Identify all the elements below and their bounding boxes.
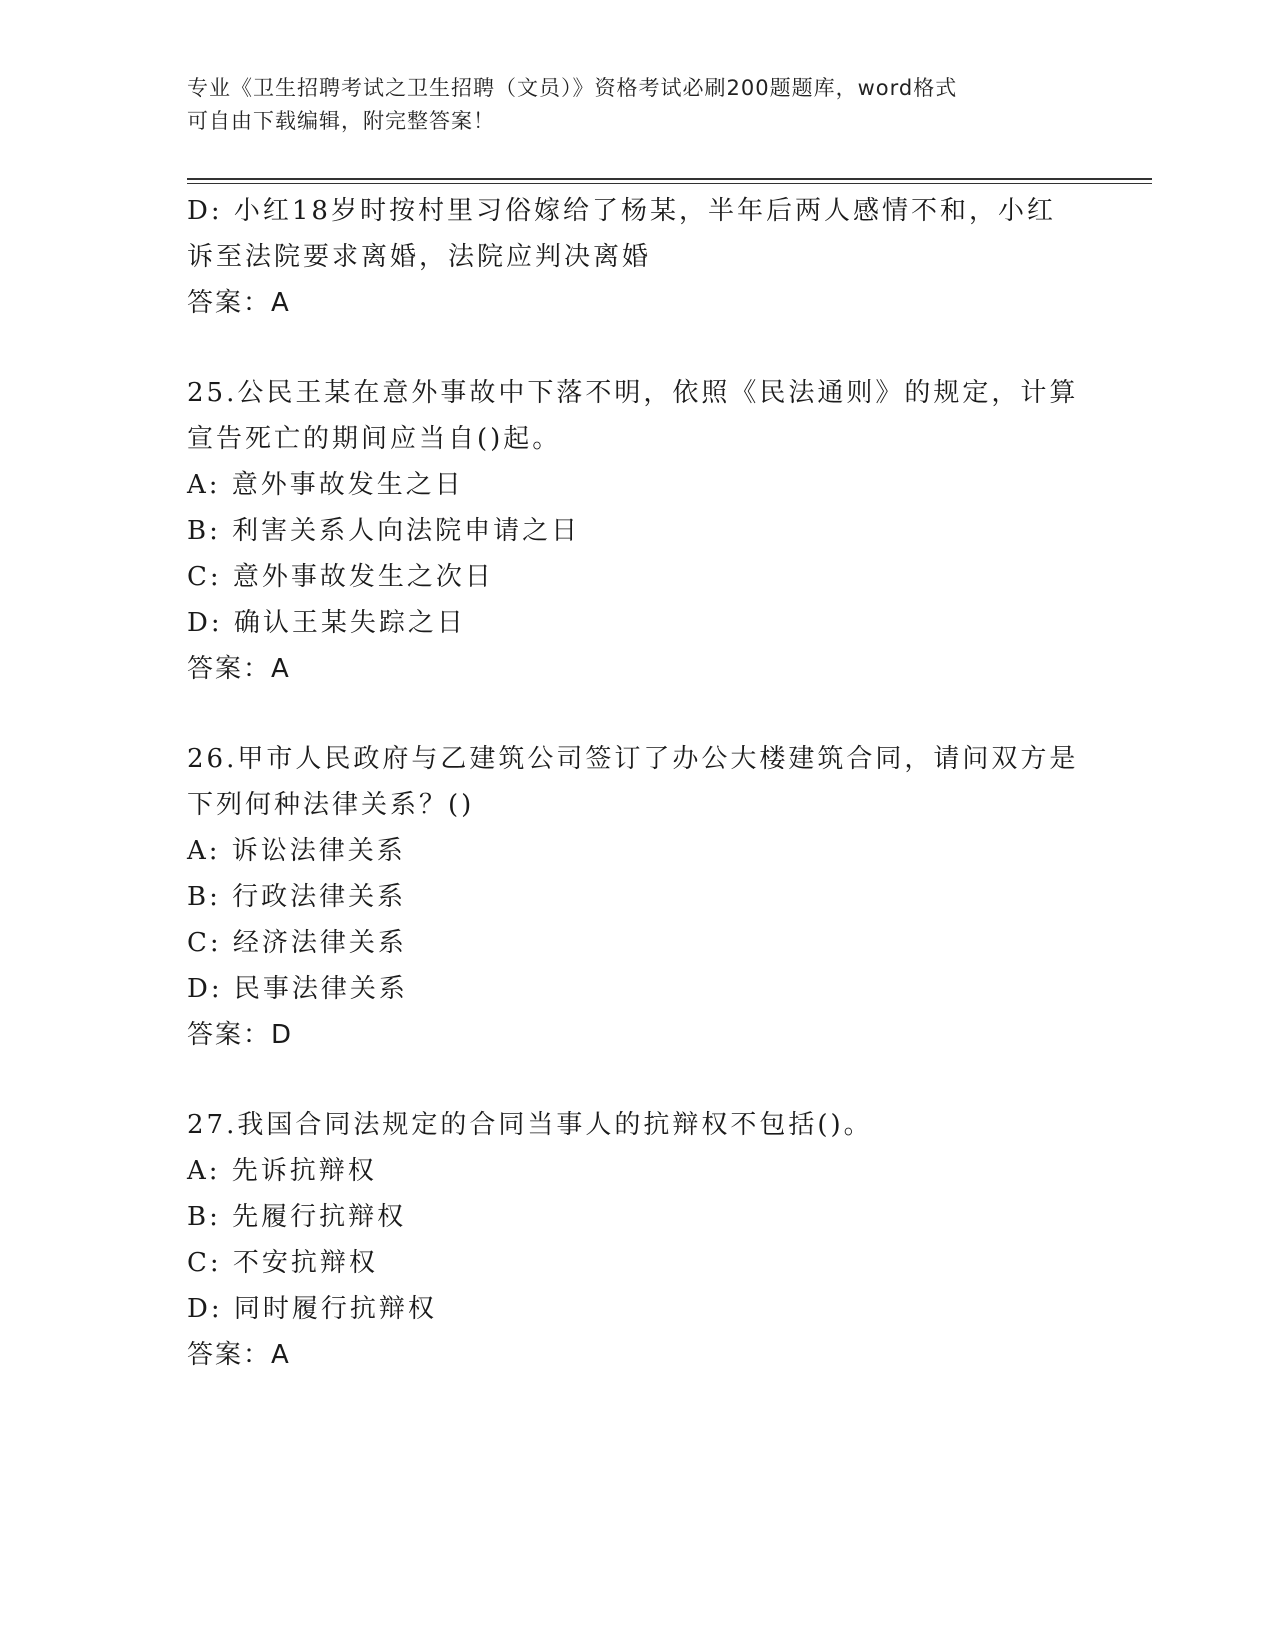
question-stem-continued: 宣告死亡的期间应当自()起。: [187, 424, 562, 454]
question-stem: 25.公民王某在意外事故中下落不明，依照《民法通则》的规定，计算: [187, 378, 1079, 408]
option-d: D: 同时履行抗辩权: [187, 1294, 437, 1324]
question-stem-continued: 下列何种法律关系？(): [187, 790, 475, 820]
header-rule-secondary: [187, 183, 1152, 184]
header-line-1: 专业《卫生招聘考试之卫生招聘（文员）》资格考试必刷200题题库，word格式: [187, 76, 958, 100]
answer: 答案：A: [187, 1340, 291, 1370]
option-c: C: 不安抗辩权: [187, 1248, 378, 1278]
question-stem: 26.甲市人民政府与乙建筑公司签订了办公大楼建筑合同，请问双方是: [187, 744, 1079, 774]
option-d: D: 确认王某失踪之日: [187, 608, 466, 638]
question-list: [187, 188, 1087, 1378]
option-a: A: 诉讼法律关系: [187, 836, 406, 866]
option-d: D: 小红18岁时按村里习俗嫁给了杨某，半年后两人感情不和，小红: [187, 196, 1056, 226]
option-b: B: 利害关系人向法院申请之日: [187, 516, 581, 546]
answer: 答案：A: [187, 654, 291, 684]
answer: 答案：A: [187, 288, 291, 318]
option-b: B: 先履行抗辩权: [187, 1202, 407, 1232]
header-line-2: 可自由下载编辑，附完整答案！: [187, 109, 495, 133]
question-24-continued: [187, 188, 1087, 326]
option-d-continued: 诉至法院要求离婚，法院应判决离婚: [187, 242, 652, 272]
option-a: A: 先诉抗辩权: [187, 1156, 377, 1186]
question-27: [187, 1102, 1087, 1378]
option-a: A: 意外事故发生之日: [187, 470, 464, 500]
option-d: D: 民事法律关系: [187, 974, 408, 1004]
option-b: B: 行政法律关系: [187, 882, 407, 912]
question-stem: 27.我国合同法规定的合同当事人的抗辩权不包括()。: [187, 1110, 873, 1140]
option-c: C: 意外事故发生之次日: [187, 562, 494, 592]
option-c: C: 经济法律关系: [187, 928, 407, 958]
answer: 答案：D: [187, 1020, 294, 1050]
page-header: [187, 72, 1067, 138]
question-25: [187, 370, 1087, 692]
question-26: [187, 736, 1087, 1058]
header-rule: [187, 178, 1152, 180]
